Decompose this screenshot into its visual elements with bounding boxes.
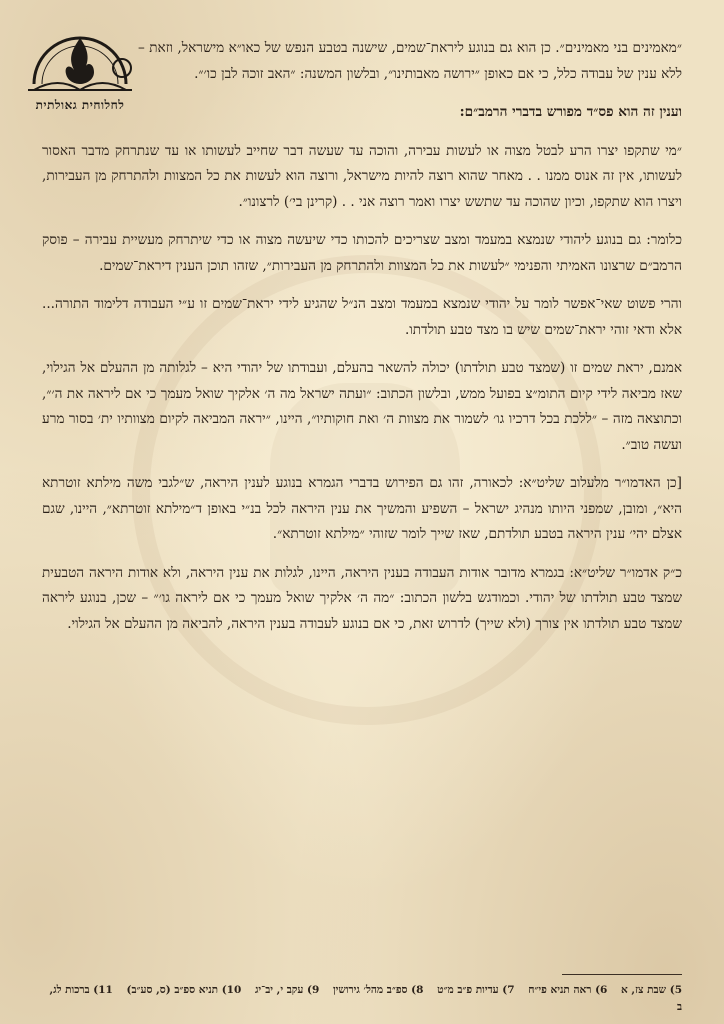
paragraph-8: כ״ק אדמו״ר שליט״א: בגמרא מדובר אודות העבודה בענין היראה, היינו, לגלות את ענין היראה, ולא אודות היראה הטבעית שמצד טבע תולדתו של יהודי. וכמודגש בלשון הכתוב: ״מה ה׳ אלקיך שואל מעמך כי אם ליראה גו׳״ – שכן, בנוגע ליראה שמצד טבע תולדתו אין צורך (ולא שייך) לדרוש זאת, כי אם בנוגע לעבודה בענין היראה, להביאה מן ההעלם אל הגילוי. bbox=[42, 564, 682, 632]
footnotes-divider bbox=[562, 974, 682, 975]
document-body bbox=[42, 36, 682, 650]
footnote-10: 10) תניא ספ״ב (ס, סע״ב) bbox=[126, 984, 242, 996]
footnote-11: 11) ברכות לג, ב bbox=[49, 984, 682, 1013]
paragraph-5: והרי פשוט שאי־אפשר לומר על יהודי שנמצא במעמד ומצב הנ״ל שהגיע לידי יראת־שמים זו ע״י העבודה דלימוד התורה... אלא ודאי זוהי יראת־שמים שיש בו מצד טבע תולדתו. bbox=[42, 296, 682, 338]
footnote-9: 9) עקב י, יב־יג bbox=[254, 984, 320, 996]
paragraph-3-quote: ״מי שתקפו יצרו הרע לבטל מצוה או לעשות עבירה, והוכה עד שעשה דבר שחייב לעשותו או עד שנתרחק מדבר האסור לעשותו, אין זה אנוס ממנו . . מאחר שהוא רוצה להיות מישראל, ורוצה הוא לעשות את כל המצוות ולהתרחק מן העבירות, ויצרו הוא שתקפו, וכיון שהוכה עד שתשש יצרו ואמר רוצה אני . . (קרינן בי׳) לרצונו״. bbox=[42, 142, 682, 210]
paragraph-1: ״מאמינים בני מאמינים״. כן הוא גם בנוגע ליראת־שמים, שישנה בטבע הנפש של כאו״א מישראל, וזאת – ללא ענין של עבודה כלל, כי אם כאופן ״ירושה מאבותינו״, ובלשון המשנה: ״האב זוכה לבן כו׳״. bbox=[138, 40, 683, 82]
paragraph-6: אמנם, יראת שמים זו (שמצד טבע תולדתו) יכולה להשאר בהעלם, ועבודתו של יהודי היא – לגלותה מן ההעלם אל הגילוי, שאז מביאה לידי קיום התומ״צ בפועל ממש, ובלשון הכתוב: ״ועתה ישראל מה ה׳ אלקיך שואל מעמך כי אם ליראה את ה׳״, וכתוצאה מזה – ״ללכת בכל דרכיו גו׳ לשמור את מצוות ה׳ ואת חוקותיו״, היינו, ״יראה המביאה לקיום מצוותיו ית׳ בסור מרע ועשה טוב״. bbox=[42, 360, 682, 453]
footnote-5: 5) שבת צז, א bbox=[621, 984, 682, 996]
paragraph-2-heading: וענין זה הוא פס״ד מפורש בדברי הרמב״ם: bbox=[459, 104, 682, 120]
paragraph-7: [כן האדמו״ר מלעלוב שליט״א: לכאורה, זהו גם הפירוש בדברי הגמרא בנוגע לענין היראה, ש״לגבי משה מילתא זוטרתא היא״, ומובן, שמפני היותו מנהיג ישראל – השפיע והמשיך את ענין היראה לכל בנ״י באופן ד״מילתא זוטרתא״, היינו, שגם אצלם יהי׳ ענין היראה בטבע תולדתם, שאז שייך לומר שזוהי ״מילתא זוטרתא״. bbox=[42, 475, 682, 542]
paragraph-4: כלומר: גם בנוגע ליהודי שנמצא במעמד ומצב שצריכים להכותו כדי שיעשה מצוה או כדי שיתרחק מעשיית עבירה – פוסק הרמב״ם שרצונו האמיתי והפנימי ״לעשות את כל המצוות ולהתרחק מן העבירות״, שזהו תוכן הענין דיראת־שמים. bbox=[42, 232, 682, 274]
footnote-7: 7) עדיות פ״ב מ״ט bbox=[437, 984, 515, 996]
footnotes bbox=[42, 982, 682, 1016]
logo-text: לחלוחית גאולתית bbox=[35, 98, 125, 112]
footnote-6: 6) ראה תניא פי״ח bbox=[528, 984, 608, 996]
footnote-8: 8) ספ״ב מהל׳ גירושין bbox=[332, 984, 424, 996]
